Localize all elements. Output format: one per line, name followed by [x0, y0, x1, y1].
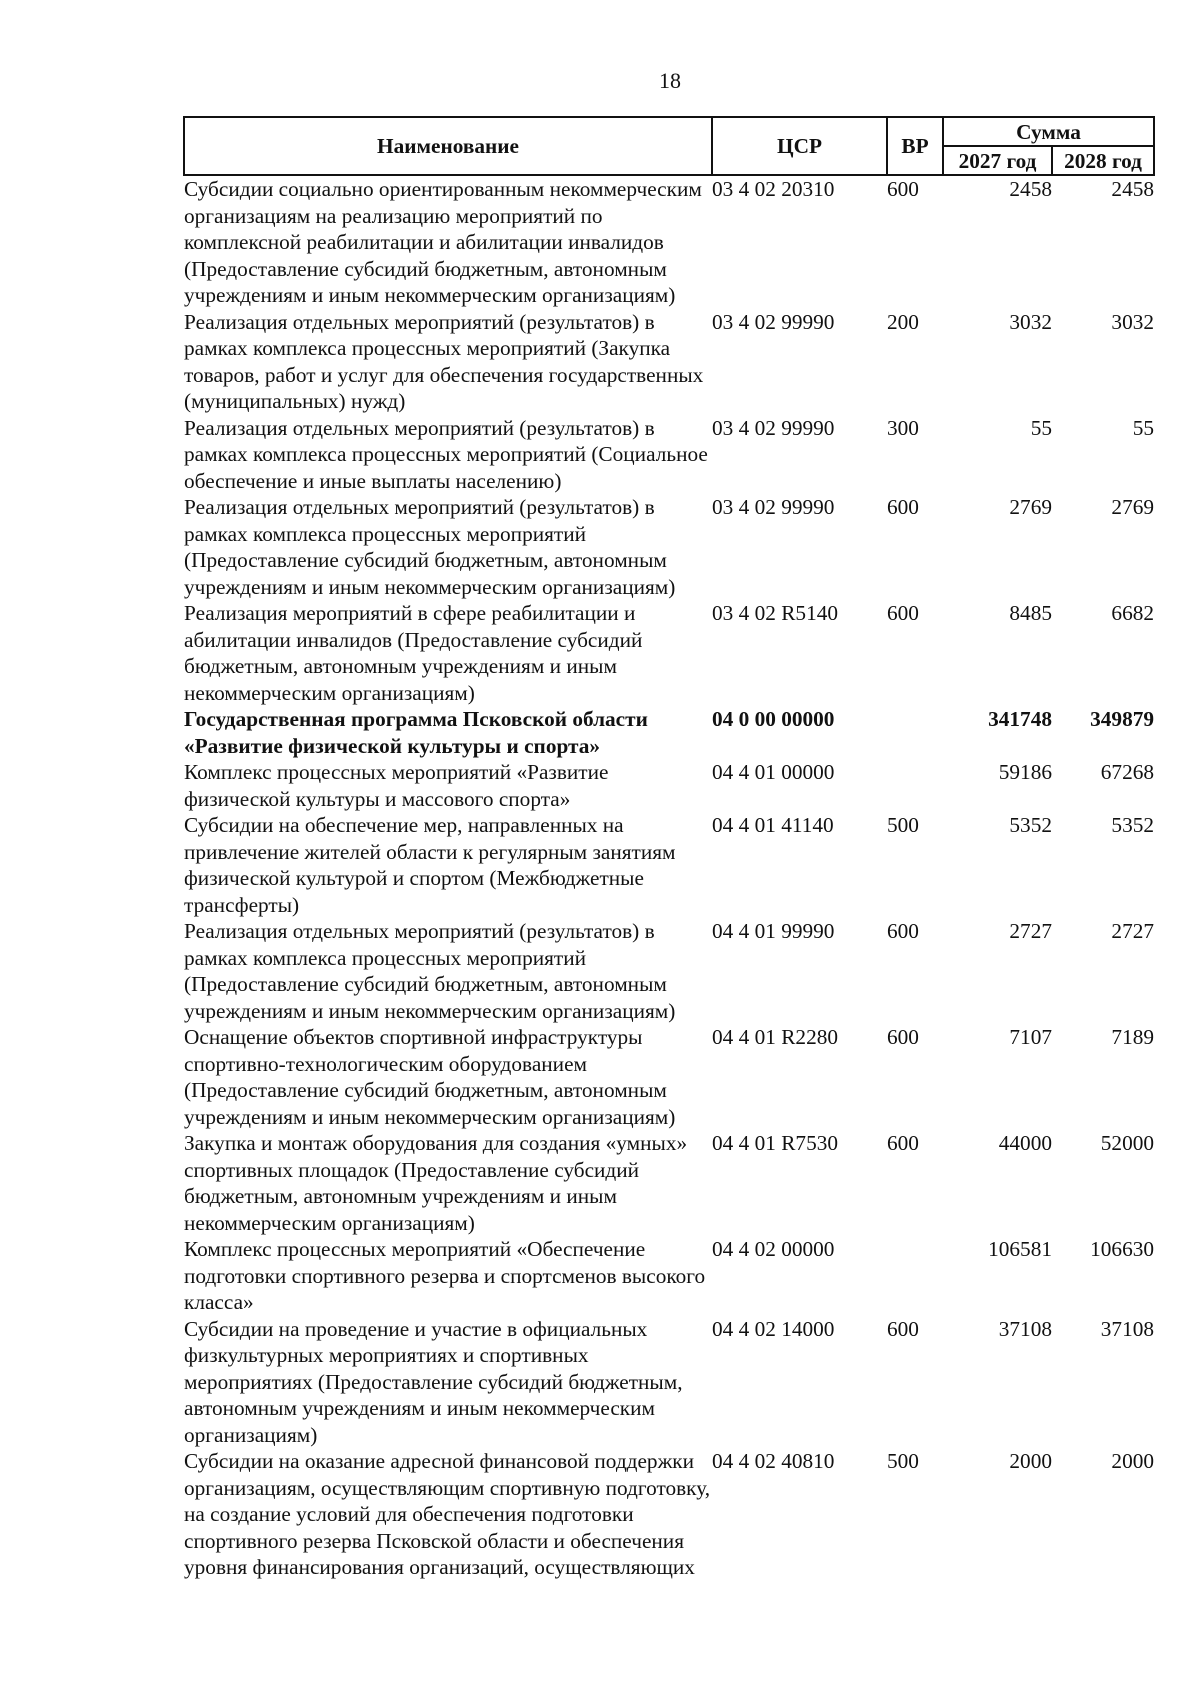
cell-name: Государственная программа Псковской области «Развитие физической культуры и спорта» — [184, 707, 648, 758]
header-sum: Сумма — [943, 117, 1154, 146]
cell-name: Субсидии на обеспечение мер, направленных на привлечение жителей области к регулярным занятиям физической культурой и спортом (Межбюджетные трансферты) — [184, 813, 676, 917]
header-csr: ЦСР — [712, 117, 887, 175]
cell-csr: 04 4 01 R2280 — [712, 1025, 839, 1049]
cell-sum-2027: 59186 — [998, 760, 1052, 784]
cell-sum-2028: 5352 — [1111, 813, 1155, 837]
cell-name: Комплекс процессных мероприятий «Развитие физической культуры и массового спорта» — [184, 760, 609, 811]
cell-sum-2028: 2458 — [1111, 177, 1155, 201]
header-vr: ВР — [887, 117, 943, 175]
table-row — [184, 600, 1154, 706]
cell-sum-2027: 44000 — [998, 1131, 1052, 1155]
cell-sum-2028: 2769 — [1111, 495, 1155, 519]
cell-vr: 600 — [887, 495, 919, 519]
cell-name: Реализация отдельных мероприятий (результатов) в рамках комплекса процессных мероприятий (Социальное обеспечение и иные выплаты населению) — [184, 415, 708, 493]
header-year-2027: 2027 год — [943, 146, 1052, 175]
cell-sum-2027: 8485 — [1009, 601, 1052, 625]
table-row — [184, 1130, 1154, 1236]
cell-sum-2028: 349879 — [1090, 707, 1155, 731]
cell-sum-2027: 5352 — [1009, 813, 1052, 837]
table-row — [184, 706, 1154, 759]
cell-name: Субсидии на оказание адресной финансовой поддержки организациям, осуществляющим спортивную подготовку, на создание условий для обеспечения подготовки спортивного резерва Псковской области и обеспечения уровня финансирования организаций, осуществляющих — [184, 1449, 711, 1579]
cell-name: Реализация отдельных мероприятий (результатов) в рамках комплекса процессных мероприятий (Закупка товаров, работ и услуг для обеспечения государственных (муниципальных) нужд) — [184, 309, 704, 413]
cell-name: Комплекс процессных мероприятий «Обеспечение подготовки спортивного резерва и спортсменов высокого класса» — [184, 1237, 706, 1314]
table-row — [184, 309, 1154, 415]
cell-vr: 600 — [887, 177, 919, 201]
cell-csr: 03 4 02 99990 — [712, 309, 835, 334]
cell-vr: 300 — [887, 415, 919, 440]
cell-csr: 04 4 02 14000 — [712, 1316, 835, 1341]
cell-vr: 600 — [887, 1131, 919, 1155]
cell-csr: 04 4 02 00000 — [712, 1237, 835, 1261]
cell-vr: 600 — [887, 601, 919, 625]
cell-vr: 200 — [887, 309, 919, 334]
cell-csr: 04 4 01 R7530 — [712, 1131, 839, 1155]
cell-sum-2028: 7189 — [1111, 1025, 1155, 1049]
cell-csr: 03 4 02 20310 — [712, 177, 835, 201]
table-row — [184, 759, 1154, 812]
cell-sum-2027: 55 — [1030, 415, 1052, 440]
cell-name: Закупка и монтаж оборудования для создания «умных» спортивных площадок (Предоставление субсидий бюджетным, автономным учреждениям и иным некоммерческим организациям) — [184, 1131, 688, 1235]
cell-vr: 600 — [887, 919, 919, 943]
cell-csr: 03 4 02 99990 — [712, 415, 835, 440]
cell-csr: 04 4 01 41140 — [712, 813, 834, 837]
table-row — [184, 812, 1154, 918]
cell-sum-2028: 37108 — [1100, 1316, 1155, 1341]
table-header — [184, 117, 1154, 175]
table-row — [184, 918, 1154, 1024]
cell-sum-2027: 37108 — [998, 1316, 1052, 1341]
table-body — [184, 175, 1154, 1581]
table-row — [184, 1448, 1154, 1581]
cell-sum-2028: 55 — [1132, 415, 1155, 440]
cell-csr: 04 4 01 00000 — [712, 760, 835, 784]
cell-csr: 04 0 00 00000 — [712, 707, 835, 731]
cell-name: Оснащение объектов спортивной инфраструктуры спортивно-технологическим оборудованием (Предоставление субсидий бюджетным, автономным учреждениям и иным некоммерческим организациям) — [184, 1025, 676, 1129]
cell-sum-2027: 2727 — [1009, 919, 1052, 943]
cell-sum-2027: 3032 — [1009, 309, 1052, 334]
cell-csr: 03 4 02 R5140 — [712, 601, 839, 625]
cell-sum-2028: 2000 — [1111, 1449, 1155, 1473]
table-row — [184, 494, 1154, 600]
header-year-2028: 2028 год — [1052, 146, 1154, 175]
cell-sum-2027: 2458 — [1009, 177, 1052, 201]
cell-sum-2028: 3032 — [1111, 309, 1155, 334]
cell-csr: 03 4 02 99990 — [712, 495, 835, 519]
cell-sum-2027: 2769 — [1009, 495, 1052, 519]
table-row — [184, 1236, 1154, 1316]
cell-vr: 500 — [887, 813, 919, 837]
page-number: 18 — [659, 68, 681, 93]
cell-sum-2028: 6682 — [1111, 601, 1155, 625]
cell-name: Реализация отдельных мероприятий (результатов) в рамках комплекса процессных мероприятий (Предоставление субсидий бюджетным, автономным учреждениям и иным некоммерческим организациям) — [184, 495, 676, 599]
table-row — [184, 415, 1154, 495]
table-row — [184, 1316, 1154, 1449]
cell-sum-2028: 106630 — [1090, 1237, 1155, 1261]
table-row — [184, 175, 1154, 309]
cell-name: Субсидии на проведение и участие в официальных физкультурных мероприятиях и спортивных мероприятиях (Предоставление субсидий бюджетным, автономным учреждениям и иным некоммерческим организациям) — [184, 1316, 683, 1447]
cell-sum-2027: 7107 — [1009, 1025, 1052, 1049]
cell-name: Субсидии социально ориентированным некоммерческим организациям на реализацию мероприятий по комплексной реабилитации и абилитации инвалидов (Предоставление субсидий бюджетным, автономным учреждениям и иным некоммерческим организациям) — [184, 177, 702, 307]
cell-sum-2027: 2000 — [1009, 1449, 1052, 1473]
cell-csr: 04 4 02 40810 — [712, 1449, 835, 1473]
cell-vr: 600 — [887, 1316, 919, 1341]
cell-vr: 500 — [887, 1449, 919, 1473]
header-name: Наименование — [184, 117, 712, 175]
cell-sum-2028: 67268 — [1100, 760, 1155, 784]
cell-sum-2027: 106581 — [988, 1237, 1052, 1261]
table-row — [184, 1024, 1154, 1130]
cell-vr — [887, 1236, 943, 1316]
cell-sum-2028: 2727 — [1111, 919, 1155, 943]
cell-vr — [887, 706, 943, 759]
cell-csr: 04 4 01 99990 — [712, 919, 835, 943]
cell-name: Реализация мероприятий в сфере реабилитации и абилитации инвалидов (Предоставление субсидий бюджетным, автономным учреждениям и иным некоммерческим организациям) — [184, 601, 643, 705]
cell-vr: 600 — [887, 1025, 919, 1049]
cell-sum-2028: 52000 — [1100, 1131, 1155, 1155]
cell-sum-2027: 341748 — [988, 707, 1052, 731]
cell-vr — [887, 759, 943, 812]
cell-name: Реализация отдельных мероприятий (результатов) в рамках комплекса процессных мероприятий (Предоставление субсидий бюджетным, автономным учреждениям и иным некоммерческим организациям) — [184, 919, 676, 1023]
budget-table — [183, 116, 1155, 1581]
